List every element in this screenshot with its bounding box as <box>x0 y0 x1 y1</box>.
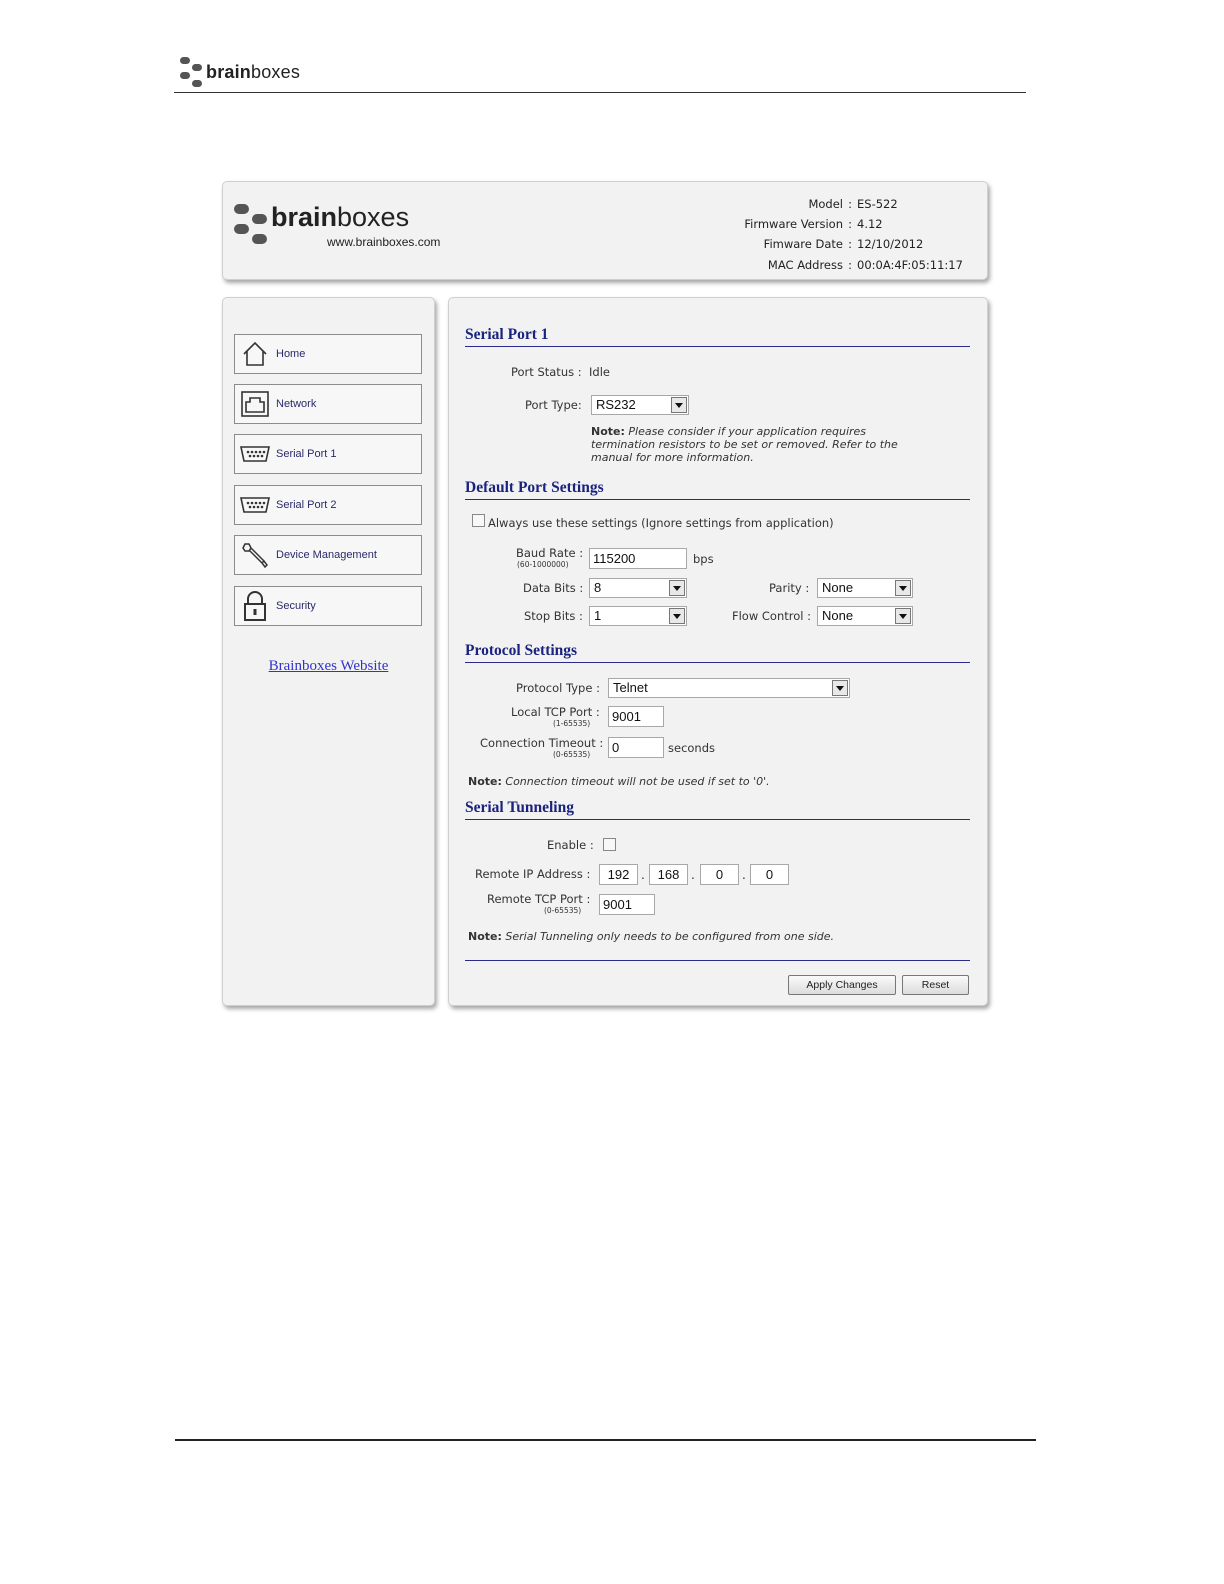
serial-port-settings-panel: Serial Port 1 Port Status : Idle Port Type: RS232 Note: Please consider if your application requires termination resistors to be set or removed. Refer to the manual for more information. Default Port Settings Always use these settings (Ignore settings from application) Baud Rate : (60-1000000) 115200 bps Data Bits : 8 Parity : None Stop Bits : 1 Flow Control : None Protocol Settings Protocol Type : Telnet Local TCP Port : (1-65535) 9001 Connection Timeout : (0-65535) 0 seconds Note: Connection timeout will not be used if set to '0'. Serial Tunneling Enable : Remote IP Address : 192 . 168 . 0 . 0 Remote TCP Port : (0-65535) 9001 Note: Serial Tunneling only needs to be configured from one side. Apply Changes Reset <box>448 297 988 1006</box>
serial-port-icon <box>235 486 275 524</box>
chevron-down-icon <box>895 608 911 624</box>
local-tcp-port-input[interactable]: 9001 <box>608 706 664 727</box>
document-logo <box>178 56 300 88</box>
network-icon <box>235 385 275 423</box>
remote-tcp-port-label: Remote TCP Port : <box>487 892 591 906</box>
info-row-firmware-date: Fimware Date : 12/10/2012 <box>763 237 924 252</box>
port-status-label: Port Status : <box>511 365 582 379</box>
nav-item-network[interactable]: Network <box>234 384 422 424</box>
local-tcp-port-label: Local TCP Port : <box>511 705 600 719</box>
remote-ip-octet-3[interactable]: 0 <box>700 864 739 885</box>
always-use-settings-checkbox[interactable] <box>472 514 485 527</box>
tunneling-enable-label: Enable : <box>547 838 594 852</box>
nav-item-serial-port-2[interactable]: Serial Port 2 <box>234 485 422 525</box>
connection-timeout-note: Note: Connection timeout will not be used if set to '0'. <box>468 775 770 788</box>
port-status-value: Idle <box>589 365 610 379</box>
nav-item-device-management[interactable]: Device Management <box>234 535 422 575</box>
website-url: www.brainboxes.com <box>327 235 441 249</box>
serial-tunneling-note: Note: Serial Tunneling only needs to be configured from one side. <box>468 930 835 943</box>
nav-item-security[interactable]: Security <box>234 586 422 626</box>
chevron-down-icon <box>832 680 848 696</box>
device-brand: brainboxes <box>271 202 410 232</box>
stop-bits-select[interactable]: 1 <box>589 606 687 626</box>
brainboxes-website-link[interactable]: Brainboxes Website <box>268 658 389 674</box>
section-title-default-port-settings: Default Port Settings <box>465 479 970 500</box>
chevron-down-icon <box>669 608 685 624</box>
navigation-panel <box>222 297 435 1006</box>
baud-rate-label: Baud Rate : <box>516 546 584 560</box>
wrench-icon <box>235 536 275 574</box>
remote-tcp-port-input[interactable]: 9001 <box>599 894 655 915</box>
tunneling-enable-checkbox[interactable] <box>603 838 616 851</box>
chevron-down-icon <box>895 580 911 596</box>
document-brand: brainboxes <box>206 61 301 82</box>
parity-select[interactable]: None <box>817 578 913 598</box>
serial-port-icon <box>235 435 275 473</box>
local-tcp-port-range: (1-65535) <box>553 719 591 728</box>
info-row-model: Model : ES-522 <box>808 197 898 212</box>
remote-ip-octet-2[interactable]: 168 <box>649 864 688 885</box>
reset-button[interactable]: Reset <box>902 975 969 995</box>
document-footer-rule <box>175 1439 1036 1441</box>
chevron-down-icon <box>669 580 685 596</box>
baud-rate-input[interactable]: 115200 <box>589 548 687 569</box>
device-info <box>703 194 967 275</box>
flow-control-select[interactable]: None <box>817 606 913 626</box>
remote-ip-octet-1[interactable]: 192 <box>599 864 638 885</box>
baud-rate-range: (60-1000000) <box>517 560 569 569</box>
port-type-label: Port Type: <box>525 398 582 412</box>
apply-changes-button[interactable]: Apply Changes <box>788 975 896 995</box>
device-logo <box>233 202 441 249</box>
data-bits-select[interactable]: 8 <box>589 578 687 598</box>
port-type-select[interactable]: RS232 <box>591 395 689 415</box>
connection-timeout-range: (0-65535) <box>553 750 591 759</box>
remote-tcp-port-range: (0-65535) <box>544 906 582 915</box>
connection-timeout-label: Connection Timeout : <box>480 736 604 750</box>
document-header-rule <box>174 92 1026 93</box>
section-title-protocol-settings: Protocol Settings <box>465 642 970 663</box>
parity-label: Parity : <box>769 581 810 595</box>
brainboxes-logo-icon <box>178 56 204 88</box>
connection-timeout-input[interactable]: 0 <box>608 737 664 758</box>
nav-item-serial-port-1[interactable]: Serial Port 1 <box>234 434 422 474</box>
device-header-panel <box>222 181 988 280</box>
flow-control-label: Flow Control : <box>732 609 812 623</box>
remote-ip-octet-4[interactable]: 0 <box>750 864 789 885</box>
nav-item-home[interactable]: Home <box>234 334 422 374</box>
protocol-type-label: Protocol Type : <box>516 681 600 695</box>
section-title-serial-tunneling: Serial Tunneling <box>465 799 970 820</box>
remote-ip-label: Remote IP Address : <box>475 867 591 881</box>
info-row-firmware-version: Firmware Version : 4.12 <box>744 217 883 232</box>
connection-timeout-unit: seconds <box>668 741 716 755</box>
protocol-type-select[interactable]: Telnet <box>608 678 850 698</box>
home-icon <box>235 335 275 373</box>
stop-bits-label: Stop Bits : <box>524 609 583 623</box>
info-row-mac-address: MAC Address : 00:0A:4F:05:11:17 <box>767 257 963 272</box>
chevron-down-icon <box>671 397 687 413</box>
always-use-settings-label: Always use these settings (Ignore settings from application) <box>488 516 834 530</box>
baud-rate-unit: bps <box>693 552 714 566</box>
form-bottom-rule <box>465 960 970 961</box>
section-title-serial-port: Serial Port 1 <box>465 326 970 347</box>
brainboxes-logo-icon <box>233 202 269 246</box>
port-type-note: Note: Please consider if your application requires termination resistors to be set or removed. Refer to the manual for more information. <box>591 425 898 464</box>
data-bits-label: Data Bits : <box>523 581 584 595</box>
lock-icon <box>235 587 275 625</box>
